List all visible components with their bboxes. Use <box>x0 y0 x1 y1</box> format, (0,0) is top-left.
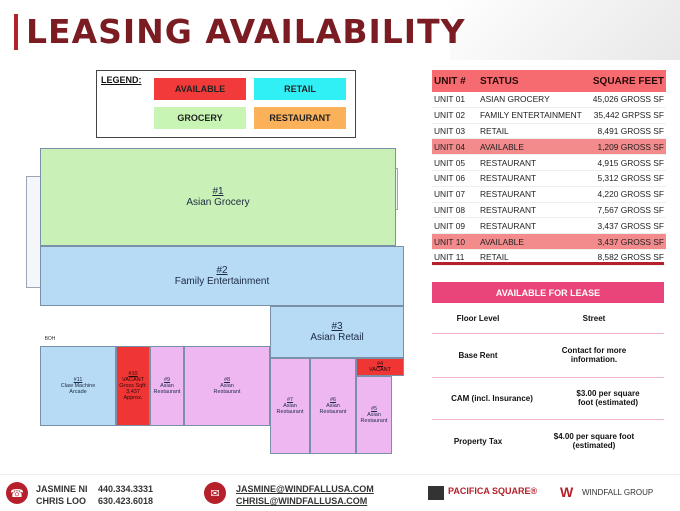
floor-plan <box>22 146 416 464</box>
lease-header: AVAILABLE FOR LEASE <box>432 282 664 303</box>
cell-unit: UNIT 11 <box>434 252 465 263</box>
unit-name: VACANT <box>369 367 391 373</box>
unit-number: #2 <box>216 265 228 276</box>
cell-unit: UNIT 09 <box>434 220 466 231</box>
cell-unit: UNIT 10 <box>434 236 466 247</box>
table-row <box>432 187 666 203</box>
email-1-link[interactable]: JASMINE@WINDFALLUSA.COM <box>236 484 374 494</box>
windfall-logo-icon: W <box>560 484 574 500</box>
lease-key: CAM (incl. Insurance) <box>451 393 533 403</box>
unit-9-restaurant <box>150 346 184 426</box>
cell-status: RESTAURANT <box>480 189 537 200</box>
lease-value: Contact for more information. <box>561 346 627 364</box>
cell-sqft: 4,220 GROSS SF <box>597 189 664 200</box>
table-row <box>432 171 666 187</box>
unit-2-family-entertainment <box>40 246 404 306</box>
cell-sqft: 5,312 GROSS SF <box>597 173 664 184</box>
unit-number: #10 <box>128 371 138 377</box>
legend-available: AVAILABLE <box>154 78 246 100</box>
contact-1-name: JASMINE NI <box>36 484 88 494</box>
lease-value: $3.00 per square foot (estimated) <box>576 389 640 407</box>
phone-icon: ☎ <box>6 482 28 504</box>
cell-status: ASIAN GROCERY <box>480 94 550 105</box>
cell-sqft: 4,915 GROSS SF <box>597 157 664 168</box>
legend-title: LEGEND: <box>101 75 142 85</box>
pacifica-logo-icon <box>428 486 444 500</box>
table-row <box>432 218 666 234</box>
cell-status: FAMILY ENTERTAINMENT <box>480 110 582 121</box>
cell-unit: UNIT 01 <box>434 94 466 105</box>
unit-number: #9 <box>163 377 171 383</box>
cell-unit: UNIT 07 <box>434 189 466 200</box>
unit-11-arcade <box>40 346 116 426</box>
table-row <box>432 108 666 124</box>
unit-name: Asian Restaurant <box>153 383 181 395</box>
table-row <box>432 155 666 171</box>
lease-row <box>432 377 664 420</box>
unit-table <box>432 70 666 266</box>
lease-row <box>432 333 664 378</box>
cell-status: RESTAURANT <box>480 220 537 231</box>
cell-unit: UNIT 08 <box>434 204 466 215</box>
legend-grocery: GROCERY <box>154 107 246 129</box>
unit-number: #1 <box>212 186 224 197</box>
unit-name: Asian Restaurant <box>360 412 388 424</box>
table-divider <box>432 262 664 265</box>
lease-value: Street <box>582 313 606 323</box>
unit-name: Asian Retail <box>310 332 364 343</box>
unit-7-restaurant <box>270 358 310 454</box>
cell-status: RESTAURANT <box>480 204 537 215</box>
unit-number: #11 <box>73 377 83 383</box>
cell-status: AVAILABLE <box>480 141 524 152</box>
table-row <box>432 124 666 140</box>
lease-key: Property Tax <box>453 436 503 446</box>
unit-number: #8 <box>223 377 231 383</box>
contact-2-name: CHRIS LOO <box>36 496 87 506</box>
unit-3-asian-retail <box>270 306 404 358</box>
unit-8-restaurant <box>184 346 270 426</box>
cell-sqft: 45,026 GROSS SF <box>592 94 664 105</box>
cell-unit: UNIT 03 <box>434 125 466 136</box>
cell-unit: UNIT 06 <box>434 173 466 184</box>
contact-1-phone[interactable]: 440.334.3331 <box>98 484 154 494</box>
cell-sqft: 3,437 GROSS SF <box>597 220 664 231</box>
unit-1-grocery <box>40 148 396 246</box>
unit-name: Family Entertainment <box>174 276 270 287</box>
cell-sqft: 8,582 GROSS SF <box>597 252 664 263</box>
unit-number: #7 <box>286 397 294 403</box>
cell-status: RETAIL <box>480 125 509 136</box>
legend-restaurant: RESTAURANT <box>254 107 346 129</box>
cell-unit: UNIT 05 <box>434 157 466 168</box>
header-decoration <box>450 0 680 60</box>
table-row <box>432 139 666 155</box>
legend <box>96 70 356 138</box>
unit-name: Asian Grocery <box>186 197 250 208</box>
mail-icon: ✉ <box>204 482 226 504</box>
unit-name: Asian Restaurant <box>319 403 347 415</box>
lease-key: Base Rent <box>458 350 498 360</box>
boh-label: BOH <box>44 336 56 342</box>
unit-number: #3 <box>331 321 343 332</box>
unit-5-restaurant <box>356 376 392 454</box>
cell-sqft: 7,567 GROSS SF <box>597 204 664 215</box>
pacifica-brand: PACIFICA SQUARE® <box>448 486 538 496</box>
lease-row <box>432 419 664 463</box>
unit-name: Claw Machine Arcade <box>60 383 96 395</box>
page-title: LEASING AVAILABILITY <box>26 12 466 51</box>
cell-status: RESTAURANT <box>480 173 537 184</box>
header-square-feet: SQUARE FEET <box>592 75 664 87</box>
table-header <box>432 70 666 92</box>
unit-extra: Gross Sqft: 3,437 Approx. <box>119 383 147 401</box>
footer <box>0 474 680 511</box>
title-accent-bar <box>14 14 18 50</box>
unit-number: #6 <box>329 397 337 403</box>
unit-10-vacant <box>116 346 150 426</box>
cell-unit: UNIT 02 <box>434 110 466 121</box>
unit-4-vacant <box>356 358 404 376</box>
unit-name: VACANT <box>122 377 144 383</box>
table-row <box>432 92 666 108</box>
unit-name: Asian Restaurant <box>276 403 304 415</box>
cell-sqft: 1,209 GROSS SF <box>597 141 664 152</box>
unit-name: Asian Restaurant <box>213 383 241 395</box>
header-status: STATUS <box>480 75 519 87</box>
windfall-brand: WINDFALL GROUP <box>582 488 654 497</box>
lease-value: $4.00 per square foot (estimated) <box>553 432 635 450</box>
unit-number: #5 <box>370 406 378 412</box>
legend-retail: RETAIL <box>254 78 346 100</box>
cell-sqft: 35,442 GRPSS SF <box>593 110 664 121</box>
unit-number: #4 <box>376 361 384 367</box>
lease-key: Floor Level <box>456 313 500 323</box>
cell-status: RETAIL <box>480 252 509 263</box>
cell-status: AVAILABLE <box>480 236 524 247</box>
email-2-link[interactable]: CHRISL@WINDFALLUSA.COM <box>236 496 368 506</box>
cell-sqft: 3,437 GROSS SF <box>597 236 664 247</box>
table-row <box>432 234 666 250</box>
cell-unit: UNIT 04 <box>434 141 466 152</box>
cell-status: RESTAURANT <box>480 157 537 168</box>
unit-6-restaurant <box>310 358 356 454</box>
table-row <box>432 203 666 219</box>
contact-2-phone[interactable]: 630.423.6018 <box>98 496 154 506</box>
lease-row <box>432 303 664 334</box>
header-unit: UNIT # <box>434 75 466 87</box>
cell-sqft: 8,491 GROSS SF <box>597 125 664 136</box>
